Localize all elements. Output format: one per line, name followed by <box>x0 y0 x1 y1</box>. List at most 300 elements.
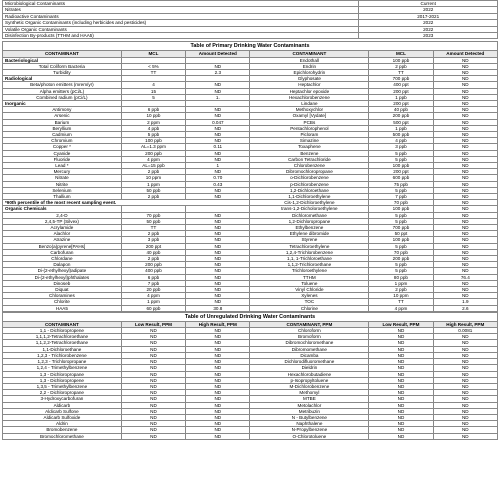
cell-value: ND <box>433 200 497 206</box>
contaminant-name: p-Isopropyltoluene <box>250 377 369 383</box>
contaminant-name: Dalapon <box>3 262 122 268</box>
cell-value: ND <box>369 383 433 389</box>
contaminant-group-label: Microbiological Contaminants <box>3 1 359 7</box>
cell-value: ND <box>433 150 497 156</box>
contaminant-name: Endrin <box>250 63 369 69</box>
cell-value: ND <box>433 359 497 365</box>
contaminant-name: Chlorite <box>3 299 122 305</box>
cell-value: ND <box>186 421 250 427</box>
contaminant-name: 1,1-Dichloroethylene <box>250 194 369 200</box>
cell-value: ND <box>433 156 497 162</box>
contaminant-name: TTHM <box>250 274 369 280</box>
cell-value: ND <box>433 340 497 346</box>
cell-value: ND <box>433 334 497 340</box>
contaminant-name: Nitrate <box>3 175 122 181</box>
contaminant-name: 1,2,3 - Trichloropropane <box>3 359 122 365</box>
cell-value: ND <box>186 225 250 231</box>
cell-value: ND <box>433 218 497 224</box>
contaminant-name: M-Dichlorobenzene <box>250 383 369 389</box>
column-header: Amount Detected <box>433 51 497 57</box>
contaminant-name: Oxamyl [Vydate] <box>250 113 369 119</box>
cell-value: 5 ppb <box>369 243 433 249</box>
contaminant-name: Beta/photon emitters (mrem/yr) <box>3 82 122 88</box>
unregulated-contaminants-table <box>2 321 498 440</box>
monitoring-row <box>3 32 498 38</box>
contaminant-name: 1,1 - Dichloropropene <box>3 328 122 334</box>
cell-value: ND <box>186 113 250 119</box>
contaminant-name: Chloramines <box>3 293 122 299</box>
cell-value: ND <box>186 293 250 299</box>
cell-value: ND <box>433 427 497 433</box>
column-header: CONTAMINANT <box>250 51 369 57</box>
cell-value: 7 ppb <box>369 194 433 200</box>
cell-value: ND <box>186 433 250 439</box>
cell-value: ND <box>433 100 497 106</box>
cell-value: ND <box>121 427 185 433</box>
cell-value: 50 ppb <box>121 218 185 224</box>
contaminant-name: Metribuzin <box>250 408 369 414</box>
contaminant-name: Vinyl Chloride <box>250 287 369 293</box>
cell-value: 6 ppb <box>121 274 185 280</box>
contaminant-name: N - Butylbenzene <box>250 414 369 420</box>
cell-value: < 5% <box>121 63 185 69</box>
table-row <box>3 305 498 311</box>
column-header: CONTAMINANT <box>3 51 122 57</box>
contaminant-name: Chlordane <box>3 256 122 262</box>
cell-value: 1 ppm <box>369 280 433 286</box>
cell-value: ND <box>186 346 250 352</box>
cell-value: ND <box>433 138 497 144</box>
cell-value: 5 ppb <box>369 262 433 268</box>
cell-value: 50 ppt <box>369 231 433 237</box>
contaminant-name: Diquat <box>3 287 122 293</box>
contaminant-name: Chlorobenzene <box>250 163 369 169</box>
contaminant-name: 1,1,2-Trichloroethane <box>250 262 369 268</box>
cell-value: ND <box>433 113 497 119</box>
cell-value: ND <box>433 262 497 268</box>
cell-value: 1.9 <box>433 299 497 305</box>
cell-value: ND <box>433 57 497 63</box>
cell-value: ND <box>433 268 497 274</box>
cell-value: ND <box>186 408 250 414</box>
cell-value: ND <box>433 63 497 69</box>
contaminant-name: Styrene <box>250 237 369 243</box>
contaminant-name: 1,3 - Dichloropropene <box>3 377 122 383</box>
cell-value: ND <box>186 237 250 243</box>
contaminant-name: 1,1-Dichloroethane <box>3 346 122 352</box>
cell-value: 200 ppb <box>369 113 433 119</box>
cell-value: ND <box>433 225 497 231</box>
cell-value: ND <box>186 88 250 94</box>
cell-value: 2.6 <box>433 305 497 311</box>
contaminant-name: Dibromochloropropane <box>250 169 369 175</box>
cell-value: ND <box>186 365 250 371</box>
contaminant-name: Dibromochloromethane <box>250 340 369 346</box>
contaminant-name: Chlorine <box>250 305 369 311</box>
report-page <box>2 0 498 440</box>
cell-value: ND <box>433 187 497 193</box>
contaminant-name: O-Chlorotoluene <box>250 433 369 439</box>
contaminant-name: 2,4-D <box>3 212 122 218</box>
cell-value: ND <box>369 377 433 383</box>
contaminant-name: 1,1,2,2-Tetrachloroethane <box>3 340 122 346</box>
cell-value: ND <box>186 371 250 377</box>
contaminant-name: Tetrachloroethylene <box>250 243 369 249</box>
cell-value: ND <box>433 371 497 377</box>
contaminant-name: Aldrin <box>3 421 122 427</box>
cell-value: ND <box>186 414 250 420</box>
cell-value: ND <box>186 359 250 365</box>
cell-value: ND <box>433 352 497 358</box>
cell-value: ND <box>186 287 250 293</box>
cell-value: ND <box>186 231 250 237</box>
contaminant-name: Mercury <box>3 169 122 175</box>
primary-table-title: Table of Primary Drinking Water Contaminants <box>2 41 498 50</box>
contaminant-name: Aldicarb Sulfoxide <box>3 414 122 420</box>
cell-value: 76.4 <box>433 274 497 280</box>
cell-value: ND <box>433 237 497 243</box>
cell-value: ND <box>369 421 433 427</box>
cell-value: 100 ppb <box>369 163 433 169</box>
cell-value: ND <box>121 328 185 334</box>
cell-value: 2.3 <box>186 69 250 75</box>
cell-value: ND <box>369 371 433 377</box>
section-heading: Organic Chemicals <box>3 206 122 212</box>
contaminant-name: Lindane <box>250 100 369 106</box>
cell-value: 15 <box>121 88 185 94</box>
cell-value: TT <box>121 69 185 75</box>
cell-value: 4 ppb <box>121 125 185 131</box>
cell-value: 1 ppm <box>121 181 185 187</box>
contaminant-name: 1,1, 1-Trichloroethane <box>250 256 369 262</box>
cell-value: 5 ppb <box>369 187 433 193</box>
cell-value: 2 ppb <box>121 231 185 237</box>
cell-value: 10 ppb <box>121 113 185 119</box>
cell-value: 1 ppb <box>369 125 433 131</box>
contaminant-group-label: Nitrates <box>3 7 359 13</box>
contaminant-name: TOC <box>250 299 369 305</box>
contaminant-group-label: Disinfection By-products (TTHM and HAA5) <box>3 32 359 38</box>
cell-value: 75 ppb <box>369 181 433 187</box>
cell-value: 1 ppm <box>121 299 185 305</box>
cell-value: ND <box>186 352 250 358</box>
cell-value: ND <box>433 144 497 150</box>
contaminant-name: Alachlor <box>3 231 122 237</box>
cell-value: TT <box>121 225 185 231</box>
monitoring-year: 2022 <box>359 7 498 13</box>
monitoring-year: 2022 <box>359 26 498 32</box>
cell-value: 100 ppb <box>369 237 433 243</box>
cell-value: 100 ppb <box>121 138 185 144</box>
cell-value: ND <box>186 212 250 218</box>
cell-value: 80 ppb <box>369 274 433 280</box>
column-header: Amount Detected <box>186 51 250 57</box>
cell-value: 400 ppb <box>121 268 185 274</box>
cell-value: 70 ppb <box>369 200 433 206</box>
cell-value: ND <box>433 421 497 427</box>
cell-value: ND <box>186 194 250 200</box>
contaminant-name: Ethylene dibromide <box>250 231 369 237</box>
contaminant-name: Endothall <box>250 57 369 63</box>
contaminant-name: Cyanide <box>3 150 122 156</box>
contaminant-name: Benzene <box>250 150 369 156</box>
cell-value: ND <box>433 346 497 352</box>
cell-value: ND <box>121 383 185 389</box>
cell-value: ND <box>369 414 433 420</box>
monitoring-year: Current <box>359 1 498 7</box>
cell-value: ND <box>186 82 250 88</box>
contaminant-name: Atrazine <box>3 237 122 243</box>
contaminant-name: Simazine <box>250 138 369 144</box>
contaminant-name: Bromoform <box>250 334 369 340</box>
cell-value: ND <box>433 107 497 113</box>
column-header: CONTAMINANT, PPM <box>250 321 369 327</box>
table-row <box>3 433 498 439</box>
cell-value: 200 ppb <box>121 262 185 268</box>
column-header: MCL <box>121 51 185 57</box>
cell-value: 2 ppb <box>121 169 185 175</box>
cell-value: 5 ppb <box>121 131 185 137</box>
cell-value: 600 ppb <box>369 175 433 181</box>
contaminant-name: 1,2,3 - Trichlorobenzene <box>3 352 122 358</box>
cell-value: ND <box>433 390 497 396</box>
cell-value: 2 ppb <box>121 256 185 262</box>
cell-value: ND <box>369 340 433 346</box>
contaminant-name: Toluene <box>250 280 369 286</box>
cell-value: 70 ppb <box>369 249 433 255</box>
contaminant-name: Xylenes <box>250 293 369 299</box>
section-heading: Inorganic <box>3 100 122 106</box>
contaminant-name: Hexachlorobutadiene <box>250 371 369 377</box>
cell-value: ND <box>186 125 250 131</box>
contaminant-name: 1,2,4 - Trimethylbenzene <box>3 365 122 371</box>
cell-value: ND <box>433 88 497 94</box>
cell-value: 5 ppb <box>369 156 433 162</box>
cell-value: ND <box>121 377 185 383</box>
contaminant-name: PCBs <box>250 119 369 125</box>
cell-value: 20 ppb <box>121 287 185 293</box>
cell-value: 5 ppb <box>369 150 433 156</box>
cell-value: ND <box>369 359 433 365</box>
cell-value: 30.8 <box>186 305 250 311</box>
cell-value: ND <box>433 131 497 137</box>
cell-value: 4 ppm <box>121 156 185 162</box>
cell-value: ND <box>433 256 497 262</box>
contaminant-group-label: Radioactive Contaminants <box>3 13 359 19</box>
monitoring-year: 2017-2021 <box>359 13 498 19</box>
contaminant-name: 1,1,1,2-Tetrachloroethane <box>3 334 122 340</box>
cell-value: 0.11 <box>186 144 250 150</box>
footnote: *90th percentile of the most recent sampling event. <box>3 200 250 206</box>
cell-value: ND <box>186 334 250 340</box>
cell-value: 40 ppb <box>121 249 185 255</box>
contaminant-name: Toxaphene <box>250 144 369 150</box>
cell-value: ND <box>433 125 497 131</box>
cell-value: ND <box>121 433 185 439</box>
cell-value: 0.43 <box>186 181 250 187</box>
cell-value: ND <box>186 390 250 396</box>
cell-value: ND <box>186 402 250 408</box>
cell-value: 2 ppb <box>369 63 433 69</box>
section-heading: Bacteriological <box>3 57 122 63</box>
column-header: Low Result, PPM <box>121 321 185 327</box>
cell-value: ND <box>433 82 497 88</box>
cell-value: ND <box>186 131 250 137</box>
cell-value: 5 <box>121 94 185 100</box>
contaminant-name: Antimony <box>3 107 122 113</box>
cell-value: 200 ppt <box>369 100 433 106</box>
contaminant-name: 1,2,4-Trichlorobenzene <box>250 249 369 255</box>
contaminant-name: 1,3,5 - Trimethylbenzene <box>3 383 122 389</box>
cell-value: 0.70 <box>186 175 250 181</box>
cell-value: ND <box>186 218 250 224</box>
cell-value: 3 ppb <box>121 237 185 243</box>
contaminant-name: Di-(2-ethylhexyl)phthalates <box>3 274 122 280</box>
cell-value: ND <box>433 365 497 371</box>
cell-value: ND <box>433 414 497 420</box>
cell-value: ND <box>186 187 250 193</box>
column-header: MCL <box>369 51 433 57</box>
contaminant-name: Di-(2-ethylhexyl)adipate <box>3 268 122 274</box>
cell-value: 200 ppt <box>369 169 433 175</box>
cell-value: ND <box>369 408 433 414</box>
cell-value: TT <box>369 69 433 75</box>
cell-value: 40 ppb <box>369 107 433 113</box>
cell-value: ND <box>186 268 250 274</box>
cell-value: ND <box>186 138 250 144</box>
cell-value: ND <box>433 94 497 100</box>
cell-value: ND <box>433 377 497 383</box>
contaminant-name: Bromobenzene <box>3 427 122 433</box>
cell-value: 2 ppb <box>121 194 185 200</box>
contaminant-name: Picloram <box>250 131 369 137</box>
monitoring-year-table <box>2 0 498 39</box>
primary-contaminants-table <box>2 50 498 312</box>
contaminant-name: Selenium <box>3 187 122 193</box>
cell-value: ND <box>186 156 250 162</box>
cell-value: ND <box>186 107 250 113</box>
unregulated-table-title: Table of Unregulated Drinking Water Contaminants <box>2 312 498 321</box>
cell-value: ND <box>433 231 497 237</box>
cell-value: ND <box>186 280 250 286</box>
cell-value: ND <box>433 169 497 175</box>
cell-value: ND <box>433 181 497 187</box>
contaminant-name: 1,2-Dichloropropane <box>250 218 369 224</box>
cell-value: ND <box>121 396 185 402</box>
contaminant-name: MTBE <box>250 396 369 402</box>
cell-value: ND <box>369 365 433 371</box>
contaminant-name: 3-Hydroxycarbofuran <box>3 396 122 402</box>
cell-value: ND <box>121 346 185 352</box>
cell-value: ND <box>369 352 433 358</box>
cell-value: ND <box>121 414 185 420</box>
contaminant-name: Heptachlor epoxide <box>250 88 369 94</box>
contaminant-name: Methoxychlor <box>250 107 369 113</box>
cell-value: 2 ppm <box>121 119 185 125</box>
cell-value: ND <box>369 334 433 340</box>
contaminant-name: Metolachlor <box>250 402 369 408</box>
contaminant-name: Fluoride <box>3 156 122 162</box>
contaminant-name: Nitrite <box>3 181 122 187</box>
cell-value: ND <box>433 383 497 389</box>
cell-value: ND <box>433 212 497 218</box>
cell-value: 400 ppt <box>369 82 433 88</box>
cell-value: ND <box>433 194 497 200</box>
cell-value: ND <box>121 408 185 414</box>
contaminant-name: Trichloroethylene <box>250 268 369 274</box>
cell-value: 4 <box>121 82 185 88</box>
contaminant-name: trans-1,2-Dicholoroethylene <box>250 206 369 212</box>
cell-value: 500 ppb <box>369 131 433 137</box>
contaminant-name: Dichlorodifluoromethane <box>250 359 369 365</box>
cell-value: ND <box>433 175 497 181</box>
cell-value: 200 ppb <box>369 256 433 262</box>
cell-value: ND <box>121 359 185 365</box>
cell-value: ND <box>433 249 497 255</box>
cell-value: ND <box>121 371 185 377</box>
contaminant-name: Dichloromethane <box>250 212 369 218</box>
cell-value: ND <box>433 408 497 414</box>
cell-value: 6 ppb <box>121 107 185 113</box>
cell-value: ND <box>369 346 433 352</box>
cell-value: ND <box>433 119 497 125</box>
contaminant-name: N-Propylbenzene <box>250 427 369 433</box>
cell-value: AL=1.3 ppm <box>121 144 185 150</box>
cell-value: 200 ppt <box>369 88 433 94</box>
cell-value: 0.047 <box>186 119 250 125</box>
cell-value: 1 ppb <box>369 94 433 100</box>
cell-value: ND <box>186 274 250 280</box>
contaminant-name: Beryllium <box>3 125 122 131</box>
cell-value: 200 ppb <box>121 150 185 156</box>
cell-value: 4 ppb <box>369 138 433 144</box>
cell-value: ND <box>369 433 433 439</box>
cell-value: 700 ppb <box>369 225 433 231</box>
cell-value: ND <box>121 365 185 371</box>
contaminant-name: 1,2-Dichloroethane <box>250 187 369 193</box>
contaminant-group-label: Volatile Organic Contaminants <box>3 26 359 32</box>
contaminant-name: Acrylamide <box>3 225 122 231</box>
cell-value: ND <box>186 427 250 433</box>
cell-value: 700 ppb <box>369 76 433 82</box>
cell-value: 10 ppm <box>369 293 433 299</box>
cell-value: ND <box>433 163 497 169</box>
cell-value: 50 ppb <box>121 187 185 193</box>
contaminant-name: Barium <box>3 119 122 125</box>
cell-value: ND <box>433 206 497 212</box>
cell-value: 1. <box>186 94 250 100</box>
cell-value: ND <box>433 69 497 75</box>
cell-value: ND <box>186 262 250 268</box>
contaminant-name: 2,4,5-TP (Silvex) <box>3 218 122 224</box>
cell-value: 1 <box>186 163 250 169</box>
contaminant-name: 1,3 - Dichloropropane <box>3 371 122 377</box>
contaminant-name: Alpha emitters (pCi/L) <box>3 88 122 94</box>
cell-value: ND <box>433 243 497 249</box>
cell-value: ND <box>433 280 497 286</box>
cell-value: ND <box>121 340 185 346</box>
section-heading: Radiological <box>3 76 122 82</box>
cell-value: ND <box>433 287 497 293</box>
contaminant-name: 2,2 - Dichloropropane <box>3 390 122 396</box>
contaminant-name: Glyphosate <box>250 76 369 82</box>
contaminant-name: Arsenic <box>3 113 122 119</box>
contaminant-group-label: Synthetic Organic Contaminants (including herbicides and pesticides) <box>3 20 359 26</box>
contaminant-name: Aldicarb Sulfone <box>3 408 122 414</box>
cell-value: ND <box>433 396 497 402</box>
cell-value: 10 ppm <box>121 175 185 181</box>
cell-value: ND <box>121 352 185 358</box>
